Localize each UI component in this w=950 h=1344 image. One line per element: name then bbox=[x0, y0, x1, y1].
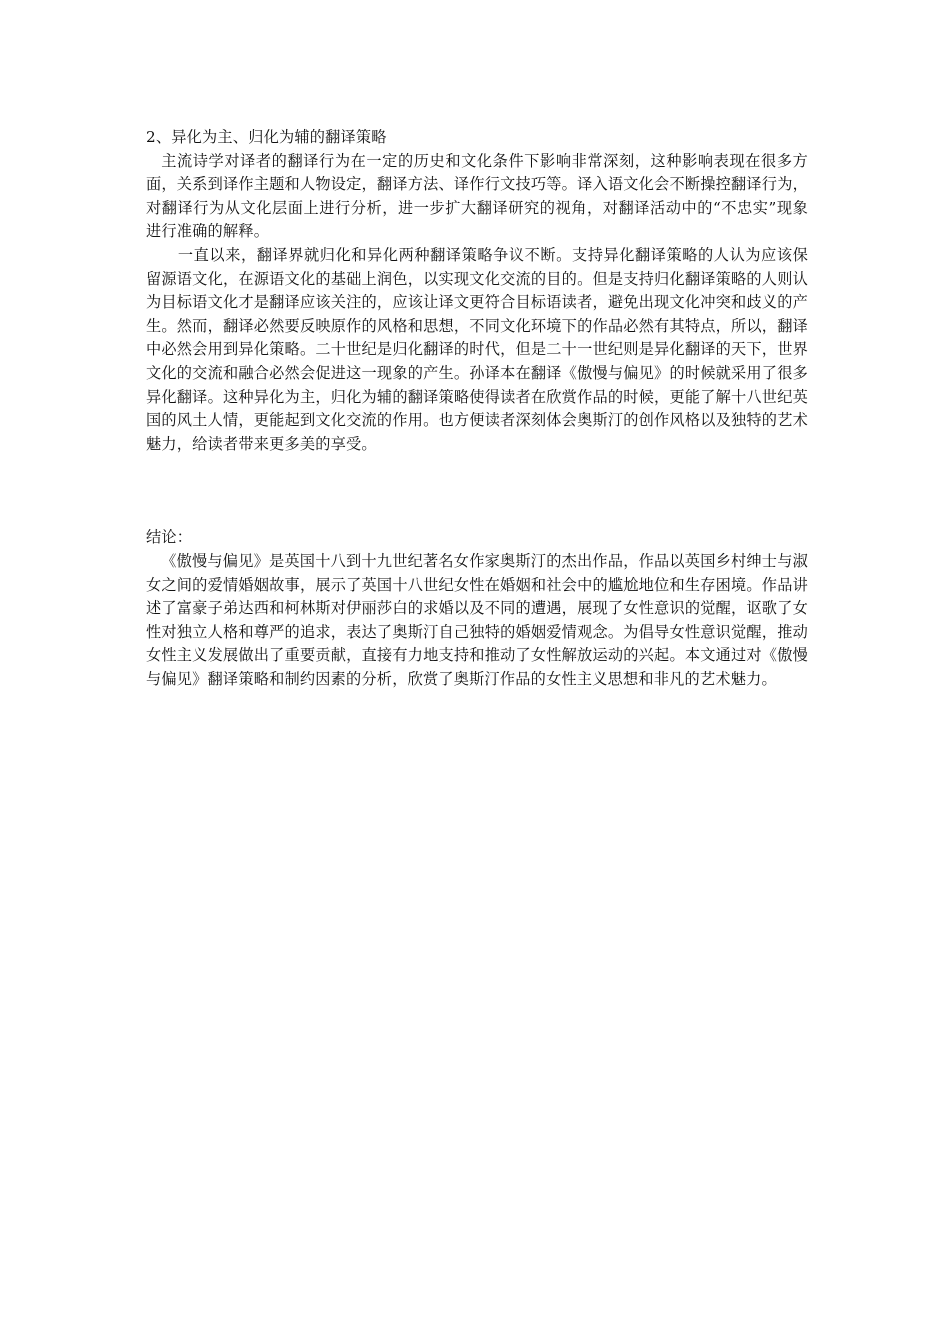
document-body bbox=[146, 126, 808, 691]
body-paragraph: 一直以来，翻译界就归化和异化两种翻译策略争议不断。支持异化翻译策略的人认为应该保留源语文化，在源语文化的基础上润色，以实现文化交流的目的。但是支持归化翻译策略的人则认为目标语文化才是翻译应该关注的，应该让译文更符合目标语读者，避免出现文化冲突和歧义的产生。然而，翻译必然要反映原作的风格和思想，不同文化环境下的作品必然有其特点，所以，翻译中必然会用到异化策略。二十世纪是归化翻译的时代，但是二十一世纪则是异化翻译的天下，世界文化的交流和融合必然会促进这一现象的产生。孙译本在翻译《傲慢与偏见》的时候就采用了很多异化翻译。这种异化为主，归化为辅的翻译策略使得读者在欣赏作品的时候，更能了解十八世纪英国的风土人情，更能起到文化交流的作用。也方便读者深刻体会奥斯汀的创作风格以及独特的艺术魅力，给读者带来更多美的享受。 bbox=[146, 245, 808, 453]
body-paragraph: 主流诗学对译者的翻译行为在一定的历史和文化条件下影响非常深刻，这种影响表现在很多方面，关系到译作主题和人物设定，翻译方法、译作行文技巧等。译入语文化会不断操控翻译行为，对翻译行为从文化层面上进行分析，进一步扩大翻译研究的视角，对翻译活动中的“不忠实”现象进行准确的解释。 bbox=[146, 151, 808, 241]
section-gap bbox=[146, 456, 808, 526]
conclusion-heading: 结论： bbox=[146, 528, 193, 547]
conclusion-paragraph: 《傲慢与偏见》是英国十八到十九世纪著名女作家奥斯汀的杰出作品，作品以英国乡村绅士与淑女之间的爱情婚姻故事，展示了英国十八世纪女性在婚姻和社会中的尴尬地位和生存困境。作品讲述了富豪子弟达西和柯林斯对伊丽莎白的求婚以及不同的遭遇，展现了女性意识的觉醒，讴歌了女性对独立人格和尊严的追求，表达了奥斯汀自己独特的婚姻爱情观念。为倡导女性意识觉醒，推动女性主义发展做出了重要贡献，直接有力地支持和推动了女性解放运动的兴起。本文通过对《傲慢与偏见》翻译策略和制约因素的分析，欣赏了奥斯汀作品的女性主义思想和非凡的艺术魅力。 bbox=[146, 551, 808, 688]
section-heading: 2、异化为主、归化为辅的翻译策略 bbox=[146, 128, 387, 146]
